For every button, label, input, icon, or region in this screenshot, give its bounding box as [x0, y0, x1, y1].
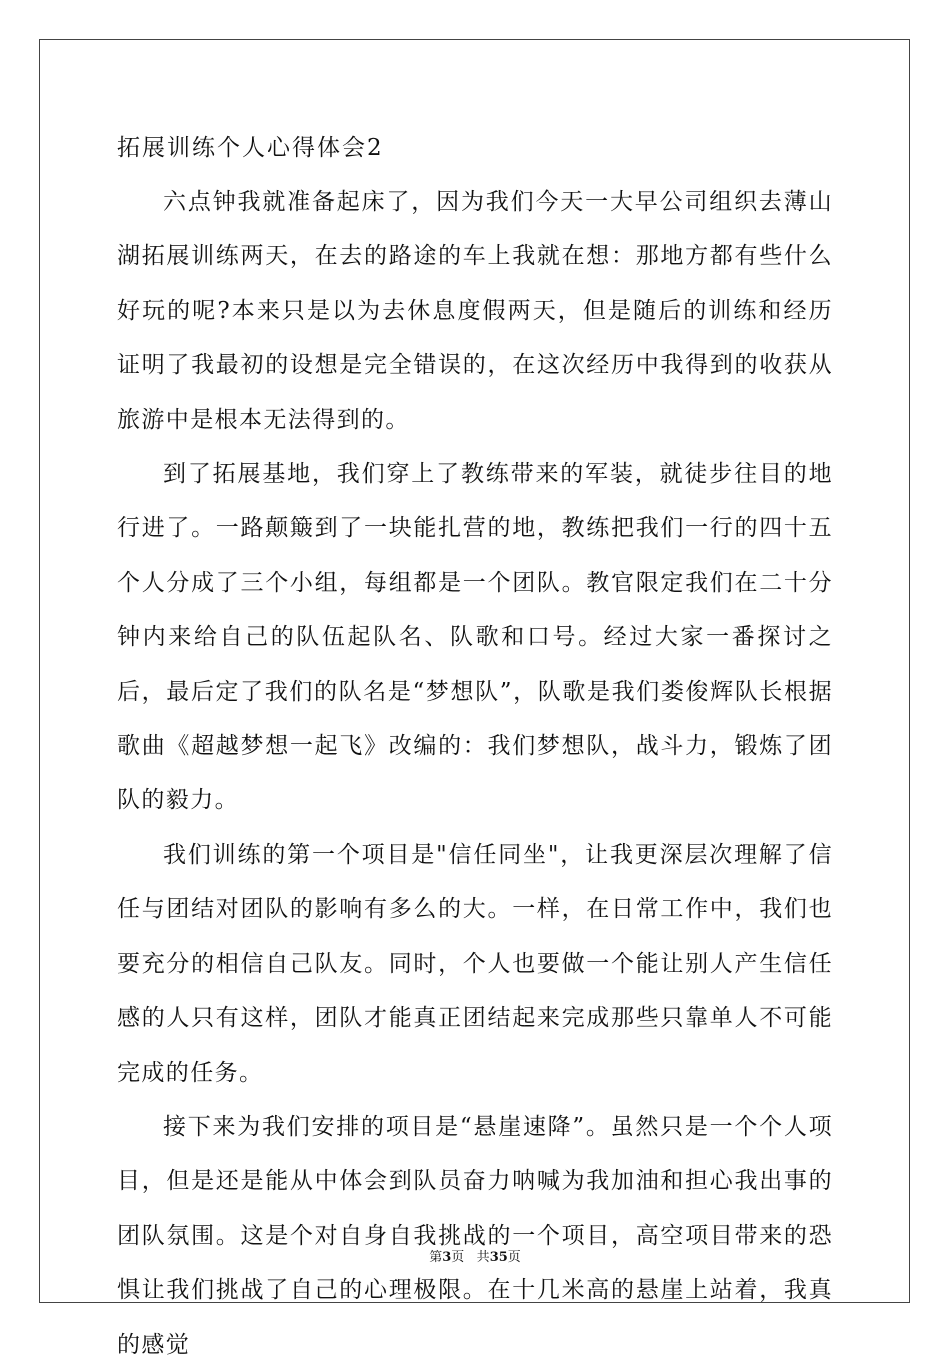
page-prefix: 第	[429, 1250, 443, 1265]
paragraph-2: 到了拓展基地，我们穿上了教练带来的军装，就徒步往目的地行进了。一路颠簸到了一块能扎营的地，教练把我们一行的四十五个人分成了三个小组，每组都是一个团队。教官限定我们在二十分钟内来给自己的队伍起队名、队歌和口号。经过大家一番探讨之后，最后定了我们的队名是“梦想队”，队歌是我们娄俊辉队长根据歌曲《超越梦想一起飞》改编的：我们梦想队，战斗力，锻炼了团队的毅力。	[117, 461, 833, 814]
paragraph-3: 我们训练的第一个项目是"信任同坐"，让我更深层次理解了信任与团结对团队的影响有多么的大。一样，在日常工作中，我们也要充分的相信自己队友。同时，个人也要做一个能让别人产生信任感的人只有这样，团队才能真正团结起来完成那些只靠单人不可能完成的任务。	[117, 841, 833, 1086]
page-suffix: 页	[451, 1250, 465, 1265]
total-pages-number: 35	[489, 1250, 508, 1265]
total-suffix: 页	[507, 1250, 521, 1265]
document-body	[117, 121, 833, 1372]
page-footer	[0, 1246, 950, 1265]
paragraph-1: 六点钟我就准备起床了，因为我们今天一大早公司组织去薄山湖拓展训练两天，在去的路途的车上我就在想：那地方都有些什么好玩的呢?本来只是以为去休息度假两天，但是随后的训练和经历证明了我最初的设想是完全错误的，在这次经历中我得到的收获从旅游中是根本无法得到的。	[117, 189, 833, 433]
paragraph-4: 接下来为我们安排的项目是“悬崖速降”。虽然只是一个个人项目，但是还是能从中体会到队员奋力呐喊为我加油和担心我出事的团队氛围。这是个对自身自我挑战的一个项目，高空项目带来的恐惧让我们挑战了自己的心理极限。在十几米高的悬崖上站着，我真的感觉	[117, 1113, 833, 1358]
current-page-number: 3	[442, 1250, 452, 1265]
total-prefix: 共	[476, 1250, 490, 1265]
document-title: 拓展训练个人心得体会2	[117, 135, 384, 161]
